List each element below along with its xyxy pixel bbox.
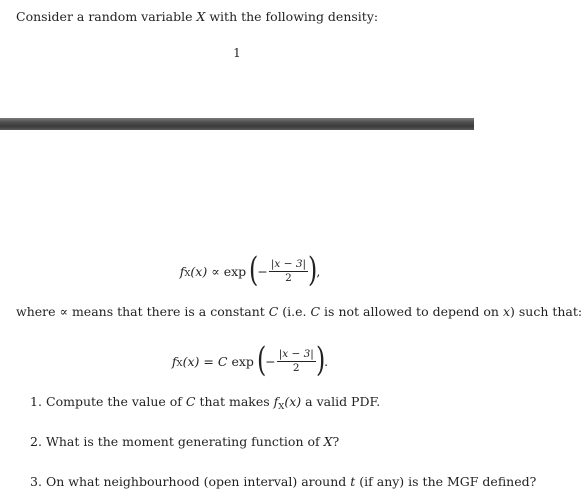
page-number: 1	[233, 46, 241, 60]
eq2-denominator: 2	[292, 362, 300, 374]
document-page-1	[0, 0, 474, 118]
explanation-text-2: (i.e.	[278, 304, 311, 319]
eq1-minus: −	[257, 263, 268, 279]
eq1-subscript: X	[184, 269, 191, 279]
explanation-text-3: is not allowed to depend on	[320, 304, 503, 319]
intro-text-start: Consider a random variable	[16, 9, 197, 24]
eq2-exp: exp	[231, 353, 254, 369]
eq1-f: f	[179, 263, 185, 279]
explanation-start: where	[16, 304, 60, 319]
explanation-end: ) such that:	[510, 304, 582, 319]
variable-x: X	[323, 434, 333, 449]
explanation-text-1: means that there is a constant	[67, 304, 269, 319]
question-text: ?	[332, 434, 340, 449]
eq2-minus: −	[265, 353, 276, 369]
eq1-right-paren: )	[308, 250, 318, 290]
proportional-symbol: ∝	[211, 263, 220, 279]
variable-x: x	[502, 304, 511, 319]
variable-c: C	[310, 304, 321, 319]
question-text: (if any) is the MGF defined?	[355, 474, 537, 489]
eq1-denominator: 2	[285, 272, 292, 284]
question-text: a valid PDF.	[301, 394, 381, 409]
eq1-numerator: |x − 3|	[270, 258, 307, 270]
eq1-fraction	[269, 258, 308, 284]
explanation-symbol: ∝	[59, 304, 68, 319]
question-f: f	[273, 394, 279, 409]
variable-t: t	[350, 474, 356, 489]
question-text: Compute the value of	[46, 394, 186, 409]
variable-c: C	[185, 394, 196, 409]
equals-sign: =	[203, 353, 214, 369]
eq2-left-paren: (	[256, 340, 267, 380]
question-subscript: X	[278, 402, 285, 412]
constant-c: C	[217, 353, 228, 369]
question-number: 3.	[30, 474, 42, 489]
document-page-2	[0, 130, 582, 500]
intro-text-end: with the following density:	[205, 9, 379, 24]
question-item	[30, 394, 381, 412]
eq2-right-paren: )	[315, 340, 326, 380]
variable-c: C	[268, 304, 279, 319]
question-argument: (x)	[284, 394, 302, 409]
question-text: that makes	[195, 394, 274, 409]
intro-sentence	[16, 9, 378, 24]
question-item	[30, 474, 536, 489]
eq2-numerator: |x − 3|	[278, 348, 314, 360]
question-item	[30, 434, 339, 449]
density-equation	[0, 340, 474, 380]
question-text: What is the moment generating function of	[46, 434, 324, 449]
eq2-argument: (x)	[182, 353, 200, 369]
density-proportional-equation	[0, 250, 474, 290]
eq2-f: f	[171, 353, 177, 369]
eq1-comma: ,	[316, 263, 321, 279]
question-number: 1.	[30, 394, 42, 409]
eq2-fraction	[277, 348, 316, 374]
eq2-subscript: X	[176, 359, 183, 369]
variable-x: X	[196, 9, 206, 24]
question-text: On what neighbourhood (open interval) around	[46, 474, 351, 489]
eq2-period: .	[324, 353, 329, 369]
explanation-sentence	[16, 304, 582, 319]
question-number: 2.	[30, 434, 42, 449]
eq1-exp: exp	[223, 263, 247, 279]
eq1-left-paren: (	[249, 250, 259, 290]
page-break-divider	[0, 118, 474, 130]
eq1-argument: (x)	[190, 263, 208, 279]
